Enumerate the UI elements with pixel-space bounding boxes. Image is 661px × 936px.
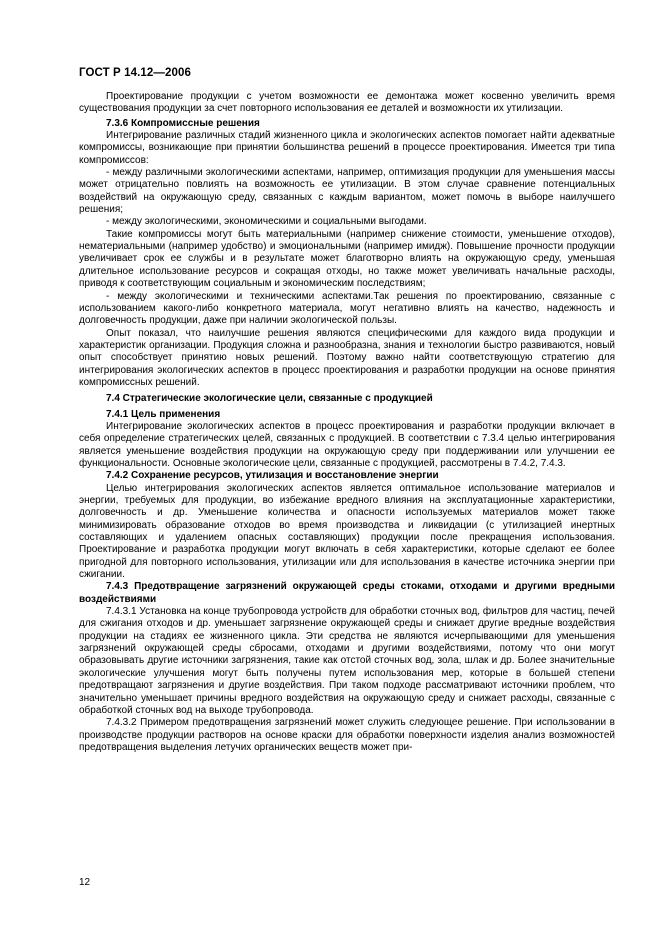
paragraph: Интегрирование экологических аспектов в процесс проектирования и разработки продукции включает в себя определение стратегических целей, связанных с продукцией. В соответствии с 7.3.4 целью интегрирования является уменьшение воздействия продукции на окружающую среду при поддерживании или улучшении ее функциональности. Основные экологические цели, связанные с продукцией, рассмотрены в 7.4.2, 7.4.3. [79,420,615,469]
section-heading-7-4-1: 7.4.1 Цель применения [106,408,221,420]
section-heading-7-4-2: 7.4.2 Сохранение ресурсов, утилизация и восстановление энергии [106,470,439,482]
paragraph: - между различными экологическими аспектами, например, оптимизация продукции для уменьшения массы может отрицательно повлиять на возможность ее утилизации. В этом случае сравнение потенциальных воздействий на окружающую среду, связанных с каждым вариантом, может помочь в выборе наилучшего решения; [79,167,615,216]
section-heading-7-4-3: 7.4.3 Предотвращение загрязнений окружающей среды стоками, отходами и другими вредными воздействиями [79,581,615,605]
paragraph: Проектирование продукции с учетом возможности ее демонтажа может косвенно увеличить время существования продукции за счет повторного использования ее деталей и возможности их утилизации. [79,91,615,115]
document-code-header: ГОСТ Р 14.12—2006 [79,67,191,79]
section-heading-7-4: 7.4 Стратегические экологические цели, связанные с продукцией [106,393,433,405]
paragraph: Интегрирование различных стадий жизненного цикла и экологических аспектов помогает найти адекватные компромиссы, возникающие при принятии большинства решений в процессе проектирования. Имеется три типа компромиссов: [79,130,615,166]
paragraph: 7.4.3.2 Примером предотвращения загрязнений может служить следующее решение. При использовании в производстве продукции растворов на основе краски для обработки поверхности изделия анализ возможностей предотвращения выделения летучих органических веществ может при- [79,717,615,753]
paragraph: Целью интегрирования экологических аспектов является оптимальное использование материалов и энергии, требуемых для продукции, во избежание вредного влияния на эксплуатационные характеристики, долговечность и др. Уменьшение количества и опасности используемых материалов может также минимизировать образование отходов во время производства и ликвидации (с утилизацией инертных составляющих и удалением опасных составляющих) продукции после прекращения использования. Проектирование и разработка продукции могут включать в себя характеристики, которые сделают ее более пригодной для повторного использования, утилизации или для использования в качестве источника энергии при сжигании. [79,482,615,581]
paragraph: Такие компромиссы могут быть материальными (например снижение стоимости, уменьшение отходов), нематериальными (например удобство) и эмоциональными (например имидж). Повышение прочности продукции увеличивает срок ее службы и в результате может благотворно влиять на окружающую среду, уменьшая длительное использование ресурсов и сокращая отходы, но также может увеличивать начальные расходы, приводя к соответствующим социальным и экономическим последствиям; [79,228,615,290]
paragraph: Опыт показал, что наилучшие решения являются специфическими для каждого вида продукции и характеристик организации. Продукция сложна и разнообразна, знания и технологии быстро развиваются, новый опыт способствует принятию новых решений. Поэтому важно найти соответствующую стратегию для интегрирования экологических аспектов в процесс проектирования и разработки продукции на основе принятия компромиссных решений. [79,327,615,388]
paragraph: - между экологическими, экономическими и социальными выгодами. [106,216,427,228]
document-body [79,91,615,754]
paragraph: - между экологическими и техническими аспектами.Так решения по проектированию, связанные с использованием какого-либо конкретного материала, могут негативно влиять на качество, надежность и долговечность продукции, даже при наличии экологической пользы. [79,290,615,327]
paragraph: 7.4.3.1 Установка на конце трубопровода устройств для обработки сточных вод, фильтров для частиц, печей для сжигания отходов и др. уменьшает загрязнение окружающей среды и снижает другие вредные воздействия продукции на стадиях ее жизненного цикла. Эти средства не являются исчерпывающими для уменьшения загрязнений окружающей среды сбросами, отходами и другими воздействиями, потому что они могут образовывать другие источники загрязнения, такие как отстой сточных вод, зола, шлак и др. Более значительные экологические улучшения могут быть получены путем использования мер, которые в большей степени предотвращают загрязнения и другие воздействия. При таком подходе рассматривают источники проблем, что значительно уменьшает причины вредного воздействия на окружающую среду и снижает расходы, связанные с обработкой сточных вод на выходе трубопровода. [79,606,615,716]
page-number: 12 [79,877,91,888]
section-heading-7-3-6: 7.3.6 Компромиссные решения [106,117,260,129]
